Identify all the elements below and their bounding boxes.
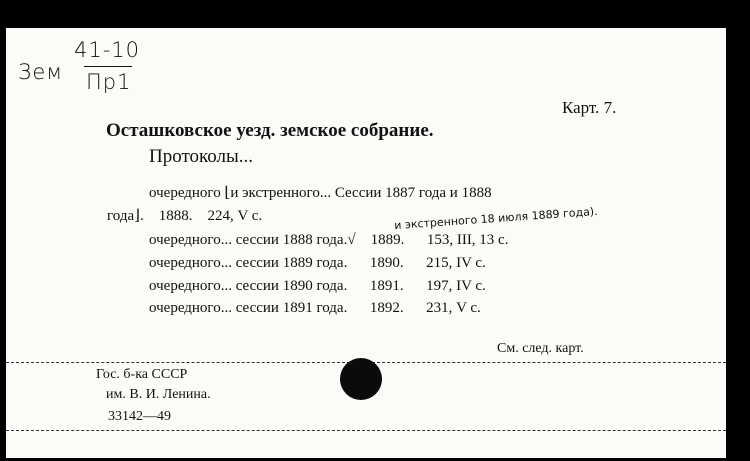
entry-row: года⌋. 1888. 224, V с. [107,208,263,224]
divider-line [6,430,726,431]
card-heading: Осташковское уезд. земское собрание. [106,120,434,141]
handwritten-fraction-line [84,66,132,67]
scan-border-right [726,0,750,461]
entry-row: очередного... сессии 1890 года. 1891. 197, IV с. [149,278,486,294]
handwritten-code-left: Зем [18,60,64,84]
scan-border-top [0,0,750,28]
library-stamp-line3: 33142—49 [108,409,171,424]
library-stamp-line2: им. В. И. Ленина. [106,387,211,402]
handwritten-code-top: 41-10 [74,38,141,62]
punch-hole [340,358,382,400]
card-number: Карт. 7. [562,98,617,117]
see-next-card: См. след. карт. [497,341,584,356]
entry-row: очередного... сессии 1891 года. 1892. 231, V с. [149,300,481,316]
entry-row: очередного... сессии 1889 года. 1890. 215, IV с. [149,255,486,271]
handwritten-code-bottom: Пр1 [86,70,132,94]
library-stamp-line1: Гос. б-ка СССР [96,367,188,382]
card-subheading: Протоколы... [149,146,254,167]
entry-row: очередного... сессии 1888 года.√ 1889. 153, III, 13 с. [149,232,509,248]
handwritten-note: и экстренного 18 июля 1889 года). [393,204,599,233]
entry-row: очередного ⌊и экстренного... Сессии 1887 года и 1888 [149,185,492,201]
